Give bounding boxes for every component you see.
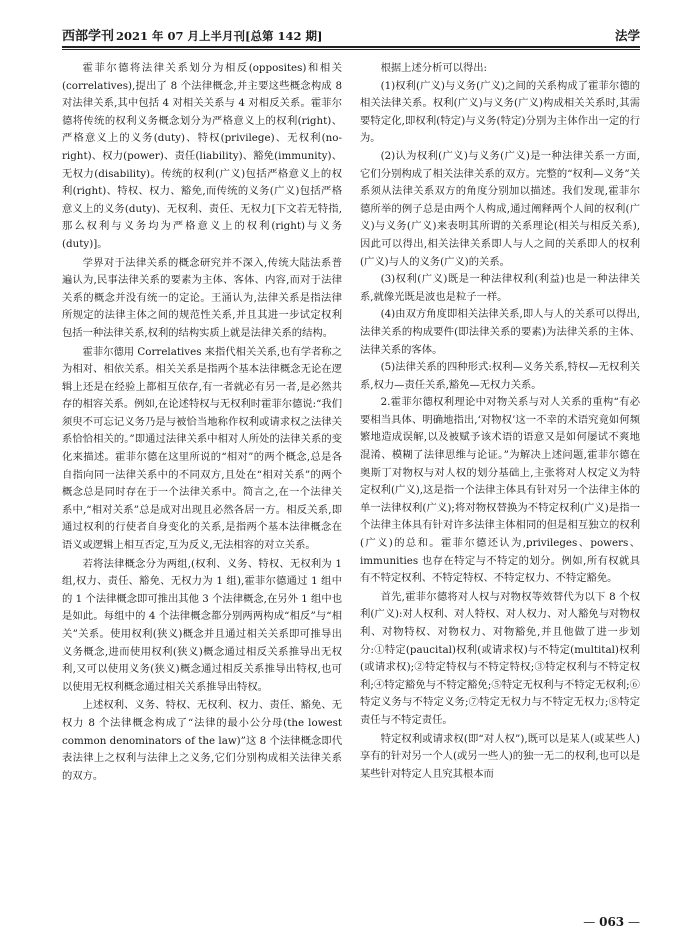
- page-number: [560, 915, 640, 929]
- paragraph: (3)权利(广义)既是一种法律权利(利益)也是一种法律关系,就像光既是波也是粒子一样。: [360, 273, 640, 303]
- journal-name: 西部学刊: [62, 29, 115, 44]
- paragraph: (5)法律关系的四种形式:权利—义务关系,特权—无权利关系,权力—责任关系,豁免—无权力关系。: [360, 361, 640, 391]
- page-number-dash-right: —: [624, 915, 640, 929]
- header-rule: [62, 46, 640, 48]
- paragraph: 根据上述分析可以得出:: [380, 62, 488, 74]
- paragraph: 首先,霍菲尔德将对人权与对物权等效替代为以下 8 个权利(广义):对人权利、对人特权、对人权力、对人豁免与对物权利、对物特权、对物权力、对物豁免,并且他做了进一步划分:①特定(paucital)权利(或请求权)与不特定(multital)权利(或请求权);②特定特权与不特定特权;③特定权利与不特定权利;④特定豁免与不特定豁免;⑤特定无权利与不特定无权利;⑥特定义务与不特定义务;⑦特定无权力与不特定无权力;⑧特定责任与不特定责任。: [360, 590, 640, 726]
- left-column: [62, 60, 342, 785]
- page-number-value: 063: [599, 915, 625, 929]
- paragraph: 特定权利或请求权(即“对人权”),既可以是某人(或某些人)享有的针对另一个人(或另一些人)的独一无二的权利,也可以是某些针对特定人且究其根本而: [360, 732, 640, 780]
- paragraph: (4)由双方角度即相关法律关系,即人与人的关系可以得出,法律关系的构成要件(即法律关系的要素)为法律关系的主体、法律关系的客体。: [360, 308, 640, 356]
- page-number-dash-left: —: [583, 915, 600, 929]
- paragraph: (2)认为权利(广义)与义务(广义)是一种法律关系一方面,它们分别构成了相关法律关系的双方。完整的“权利—义务”关系须从法律关系双方的角度分别加以描述。我们发现,霍菲尔德所举的例子总是由两个人构成,通过阐释两个人间的权利(广义)与义务(广义)来表明其所谓的关系理论(相关与相反关系),因此可以得出,相关法律关系即人与人之间的关系即人的权利(广义)与人的义务(广义)的关系。: [360, 149, 640, 268]
- paragraph: 霍菲尔德用 Correlatives 来指代相关关系,也有学者称之为相对、相依关系。相关关系是指两个基本法律概念无论在逻辑上还是在经验上都相互依存,有一者就必有另一者,是必然共存的相容关系。例如,在论述特权与无权利时霍菲尔德说:“我们须臾不可忘记义务乃是与被恰当地称作权利或请求权之法律关系恰恰相关的。”即通过法律关系中相对人所处的法律关系的变化来描述。霍菲尔德在这里所说的“相对”的两个概念,总是各自指向同一法律关系中的不同双方,且处在“相对关系”的两个概念总是同时存在于一个法律关系中。简言之,在一个法律关系中,“相对关系”总是成对出现且必然各居一方。相反关系,即通过权利的行使者自身变化的关系,是指两个基本法律概念在语义或逻辑上相互否定,互为反义,无法相容的对立关系。: [62, 345, 342, 552]
- paragraph: 上述权利、义务、特权、无权利、权力、责任、豁免、无权力 8 个法律概念构成了“法律的最小公分母(the lowest common denominators of the law)”这 8 个法律概念即代表法律上之权利与法律上之义务,它们分别构成相关法律关系的双方。: [62, 699, 342, 782]
- page-header: [62, 22, 640, 44]
- paragraph: (1)权利(广义)与义务(广义)之间的关系构成了霍菲尔德的相关法律关系。权利(广义)与义务(广义)构成相关关系时,其需要特定化,即权利(特定)与义务(特定)分别为主体作出一定的行为。: [360, 79, 640, 145]
- paragraph: 霍菲尔德将法律关系划分为相反(opposites)和相关(correlatives),提出了 8 个法律概念,并主要这些概念构成 8 对法律关系,其中包括 4 对相关关系与 4 对相反关系。霍菲尔德将传统的权利义务概念划分为严格意义上的权利(right)、严格意义上的义务(duty)、特权(privilege)、无权利(no-right)、权力(power)、责任(liability)、豁免(immunity)、无权力(disability)。传统的权利(广义)包括严格意义上的权利(right)、特权、权力、豁免,而传统的义务(广义)包括严格意义上的义务(duty)、无权利、责任、无权力[下文若无特指,那么权利与义务均为严格意义上的权利(right)与义务(duty)]。: [62, 62, 342, 250]
- paragraph: 学界对于法律关系的概念研究并不深入,传统大陆法系普遍认为,民事法律关系的要素为主体、客体、内容,而对于法律关系的概念并没有统一的定论。王涌认为,法律关系是指法律所规定的法律主体之间的规范性关系,并且其进一步试定权利包括一种法律关系,权利的结构实质上就是法律关系的结构。: [62, 256, 342, 339]
- right-column: [360, 60, 640, 783]
- header-rule-thin: [62, 49, 640, 50]
- issue-label: 2021 年 07 月上半月刊[总第 142 期]: [116, 29, 323, 43]
- journal-info: [62, 25, 322, 44]
- section-label: 法学: [614, 28, 640, 43]
- paragraph: 2.霍菲尔德权利理论中对物关系与对人关系的重构“有必要相当具体、明确地指出,‘对物权’这一不幸的术语究竟如何频繁地造成误解,以及被赋予该术语的语意又是如何屡试不爽地混淆、模糊了法律思维与论证。”为解决上述问题,霍菲尔德在奥斯丁对物权与对人权的划分基础上,主张将对人权定义为特定权利(广义),这是指一个法律主体具有针对另一个法律主体的单一法律权利(广义);将对物权替换为不特定权利(广义)是指一个法律主体具有针对许多法律主体相同的但是相互独立的权利(广义)的总和。霍菲尔德还认为,privileges、powers、immunities 也存在特定与不特定的划分。例如,所有权就具有不特定权利、不特定特权、不特定权力、不特定豁免。: [360, 396, 640, 585]
- paragraph: 若将法律概念分为两组,(权利、义务、特权、无权利为 1 组,权力、责任、豁免、无权力为 1 组),霍菲尔德通过 1 组中的 1 个法律概念即可推出其他 3 个法律概念,在另外 1 组中也是如此。每组中的 4 个法律概念都分别两两构成“相反”与“相关”关系。使用权利(狭义)概念并且通过相关关系即可推导出义务概念,进而使用权利(狭义)概念通过相反关系推导出无权利,又可以使用义务(狭义)概念通过相反关系推导出特权,也可以使用无权利概念通过相关关系推导出特权。: [62, 557, 342, 693]
